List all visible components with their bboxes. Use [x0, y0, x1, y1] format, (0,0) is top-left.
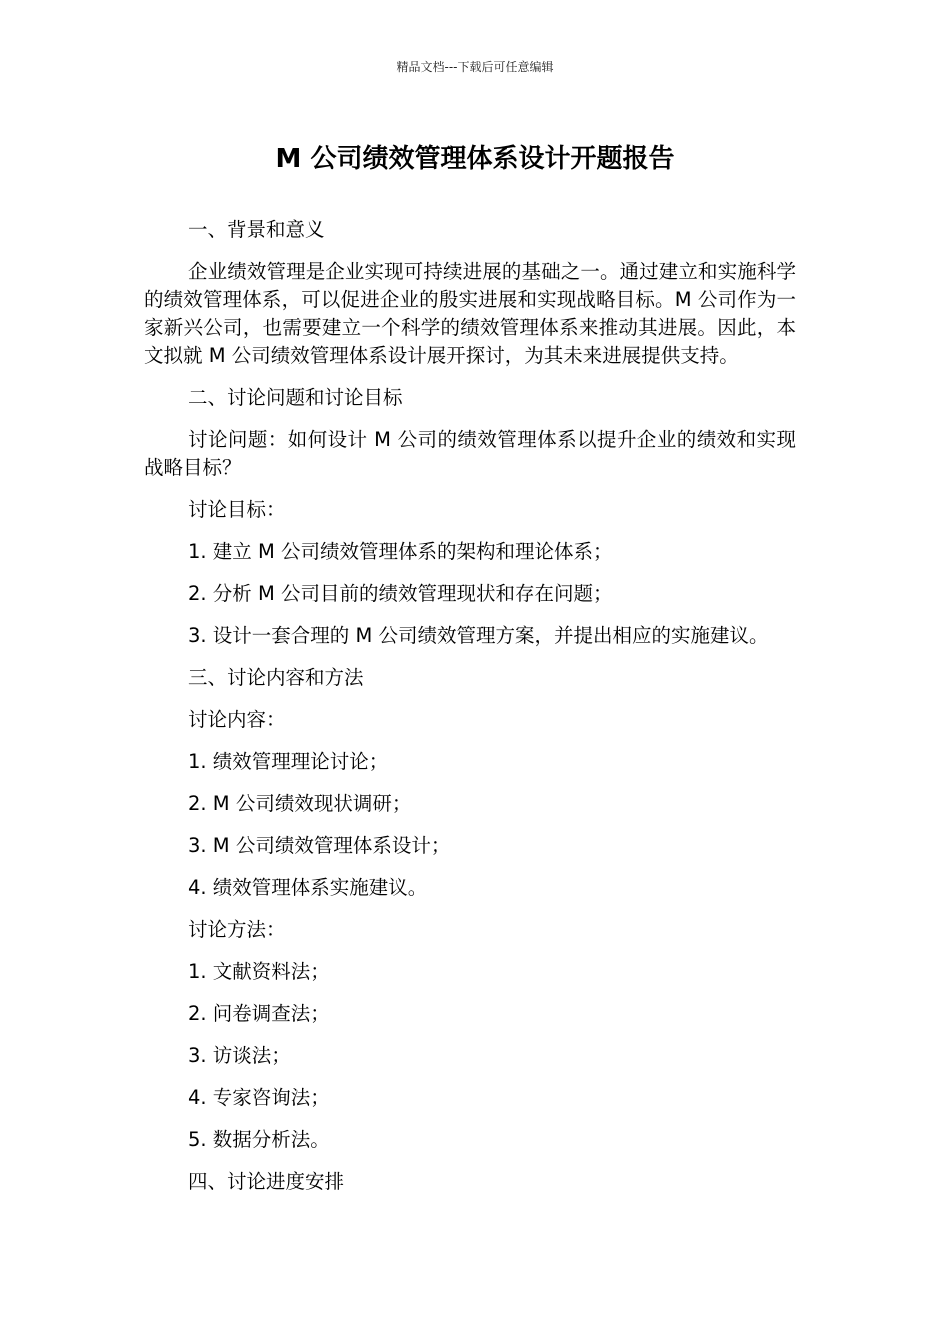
- research-content-item: 2. M 公司绩效现状调研；: [188, 792, 412, 815]
- research-method-item: 1. 文献资料法；: [188, 960, 330, 983]
- section-4-heading: 四、讨论进度安排: [188, 1170, 345, 1193]
- section-1-paragraph: 企业绩效管理是企业实现可持续进展的基础之一。通过建立和实施科学的绩效管理体系，可以促进企业的殷实进展和实现战略目标。M 公司作为一家新兴公司，也需要建立一个科学的绩效管理体系来推动其进展。因此，本文拟就 M 公司绩效管理体系设计展开探讨，为其未来进展提供支持。: [144, 260, 796, 367]
- research-content-item: 4. 绩效管理体系实施建议。: [188, 876, 428, 899]
- research-goal-item: 3. 设计一套合理的 M 公司绩效管理方案，并提出相应的实施建议。: [188, 624, 769, 647]
- document-title: M 公司绩效管理体系设计开题报告: [275, 144, 675, 174]
- research-method-item: 5. 数据分析法。: [188, 1128, 330, 1151]
- research-method-item: 4. 专家咨询法；: [188, 1086, 330, 1109]
- research-goal-item: 2. 分析 M 公司目前的绩效管理现状和存在问题；: [188, 582, 613, 605]
- research-question: 讨论问题：如何设计 M 公司的绩效管理体系以提升企业的绩效和实现战略目标？: [144, 428, 796, 479]
- page-header-note: 精品文档---下载后可任意编辑: [396, 60, 554, 74]
- section-3-heading: 三、讨论内容和方法: [188, 666, 364, 689]
- research-method-label: 讨论方法：: [188, 918, 286, 941]
- section-2-heading: 二、讨论问题和讨论目标: [188, 386, 403, 409]
- document-body: [144, 216, 796, 1210]
- research-method-item: 3. 访谈法；: [188, 1044, 291, 1067]
- research-content-item: 1. 绩效管理理论讨论；: [188, 750, 389, 773]
- research-method-item: 2. 问卷调查法；: [188, 1002, 330, 1025]
- research-goals-label: 讨论目标：: [188, 498, 286, 521]
- research-content-item: 3. M 公司绩效管理体系设计；: [188, 834, 451, 857]
- section-1-heading: 一、背景和意义: [188, 218, 325, 241]
- research-content-label: 讨论内容：: [188, 708, 286, 731]
- research-goal-item: 1. 建立 M 公司绩效管理体系的架构和理论体系；: [188, 540, 613, 563]
